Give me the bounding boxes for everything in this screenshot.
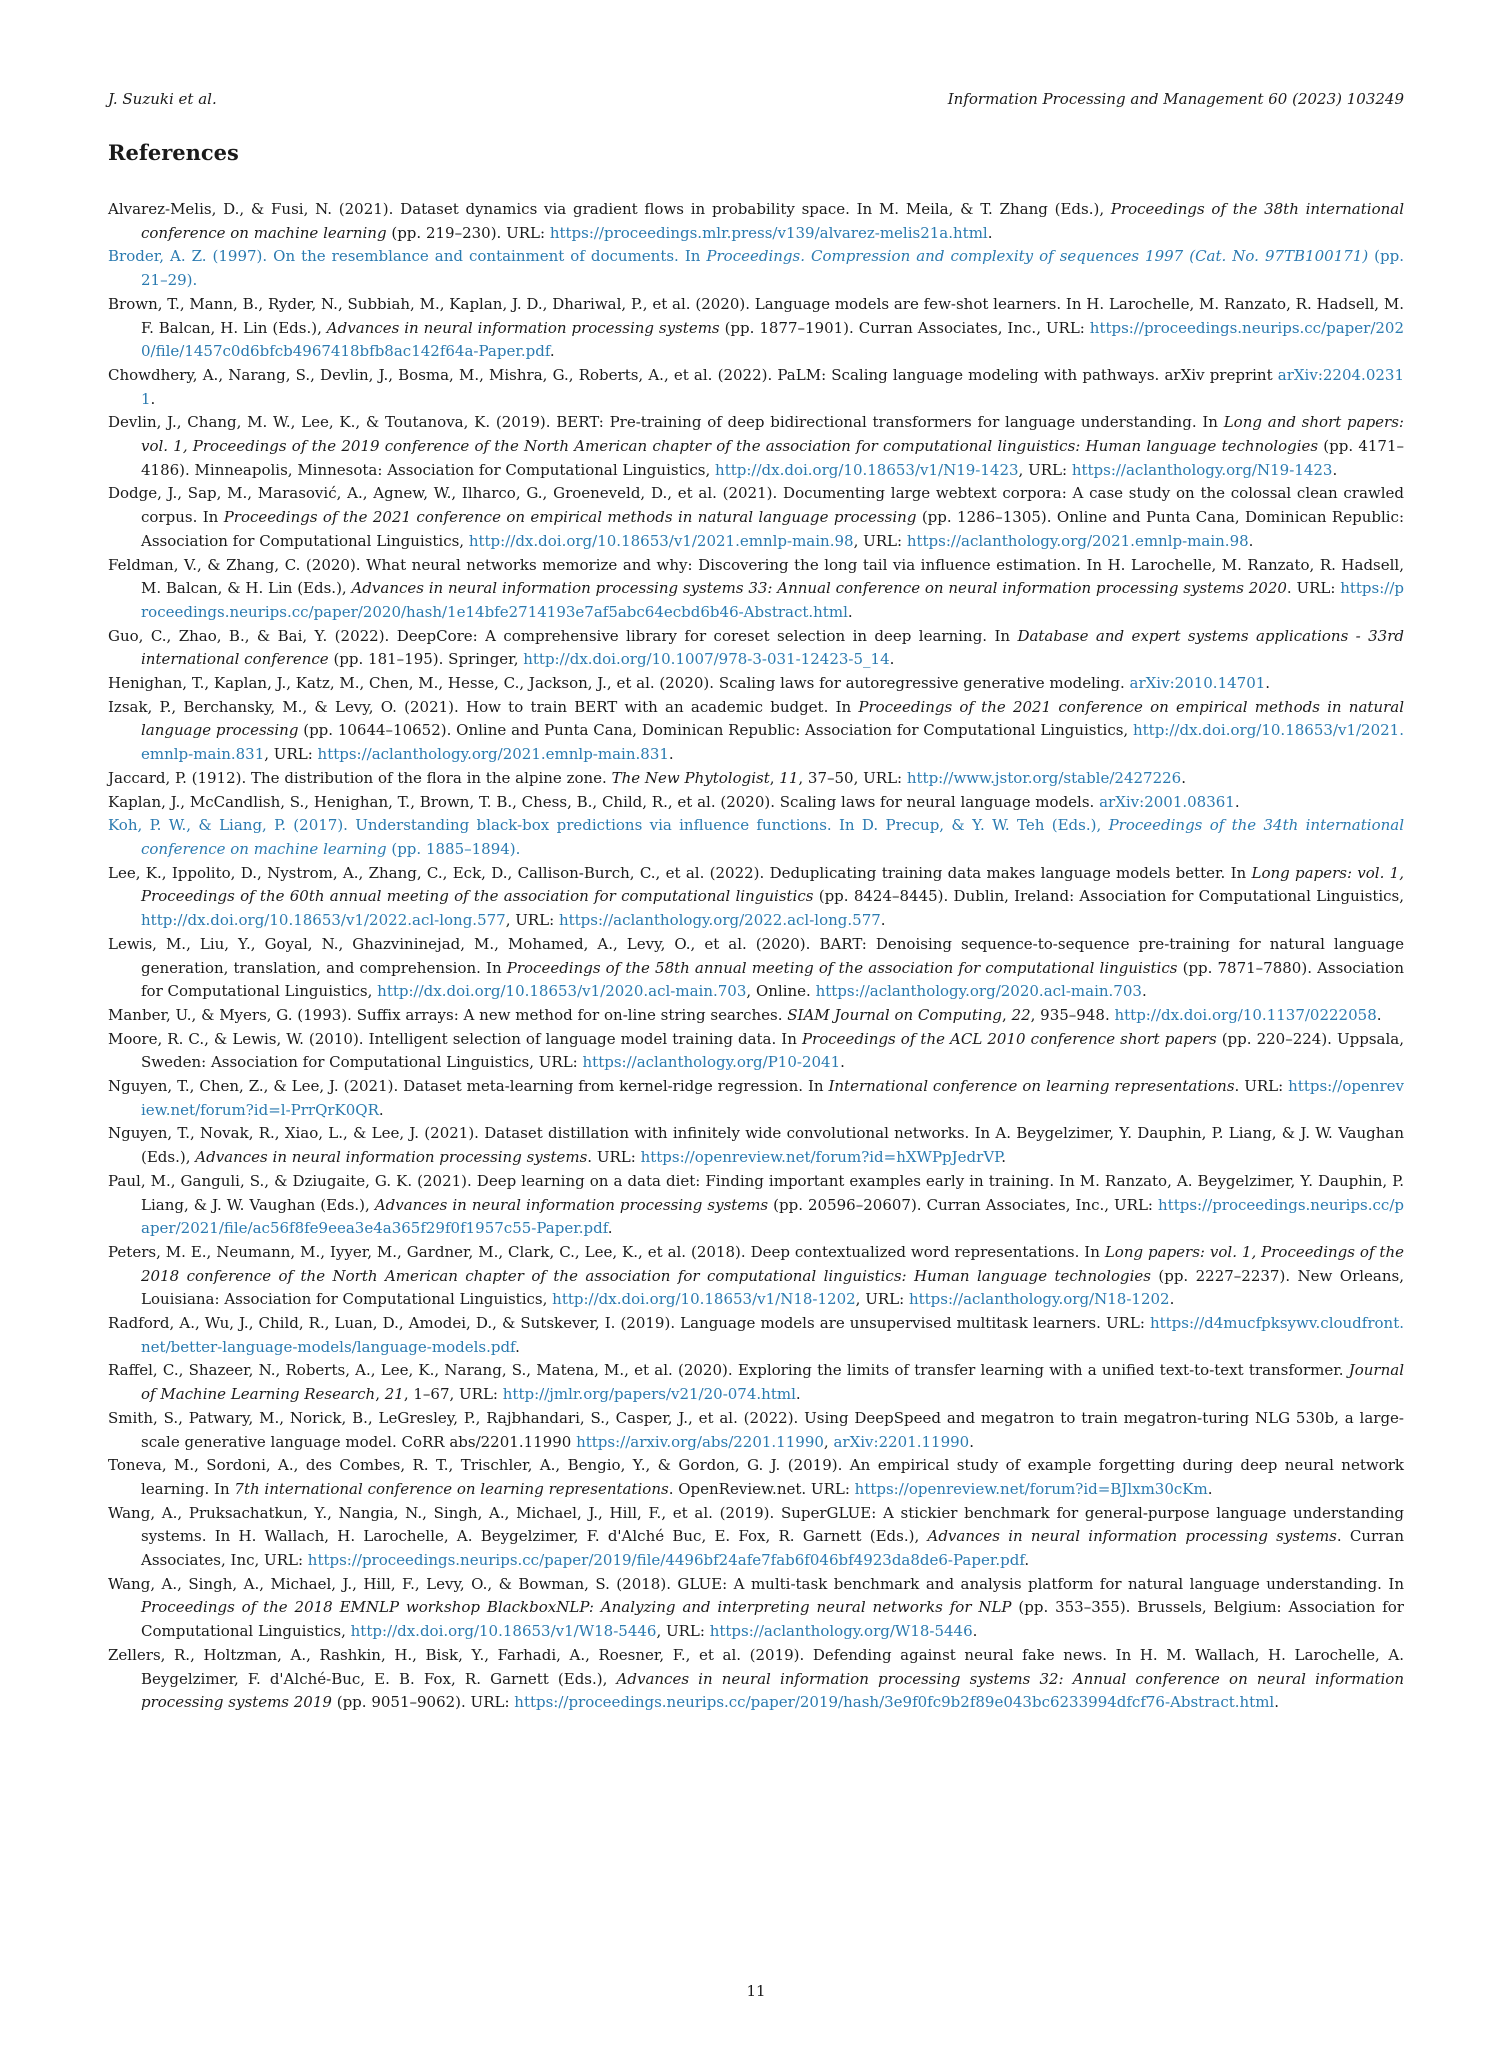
reference-text: (pp. 1885–1894). <box>386 839 521 858</box>
running-header <box>108 90 1404 114</box>
reference-text: Jaccard, P. (1912). The distribution of the flora in the alpine zone. <box>108 768 612 787</box>
reference-entry[interactable] <box>108 814 1404 861</box>
reference-url-link[interactable]: https://openreview.net/forum?id=BJlxm30cKm <box>854 1479 1208 1498</box>
reference-text: (pp. 8424–8445). Dublin, Ireland: Association for Computational Linguistics, <box>813 887 1405 906</box>
reference-text: . <box>847 602 853 621</box>
reference-italic-text: Advances in neural information processing systems <box>927 1527 1337 1546</box>
reference-url-link[interactable]: http://jmlr.org/papers/v21/20-074.html <box>502 1385 796 1404</box>
reference-url-link[interactable]: https://arxiv.org/abs/2201.11990 <box>576 1432 824 1451</box>
reference-italic-text: Advances in neural information processing systems 33: Annual conference on neural information processing systems 2020 <box>351 579 1287 598</box>
reference-entry[interactable] <box>108 245 1404 292</box>
reference-text: Paul, M., Ganguli, S., & Dziugaite, G. K. (2021). Deep learning on a data diet: Finding important examples early in training. In M. Ranzato, A. Beygelzimer, Y. Dauphin, P. Liang, & J. W. Vaughan (Eds.), <box>108 1171 1404 1214</box>
reference-italic-text: Proceedings of the 38th international conference on machine learning <box>141 200 1405 242</box>
reference-text: Wang, A., Singh, A., Michael, J., Hill, F., Levy, O., & Bowman, S. (2018). GLUE: A multi-task benchmark and analysis platform for natural language understanding. In <box>108 1574 1404 1593</box>
reference-entry <box>108 1241 1404 1312</box>
reference-url-link[interactable]: https://aclanthology.org/P10-2041 <box>582 1053 841 1072</box>
reference-text: Toneva, M., Sordoni, A., des Combes, R. T., Trischler, A., Bengio, Y., & Gordon, G. J. (2019). An empirical study of example forgetting during deep neural network learning. In <box>108 1456 1404 1498</box>
reference-italic-text: Long papers: vol. 1, Proceedings of the 60th annual meeting of the association for computational linguistics <box>141 863 1404 906</box>
reference-entry <box>108 554 1404 625</box>
reference-text: (pp. 219–230). URL: <box>386 223 550 242</box>
reference-url-link[interactable]: https://proceedings.neurips.cc/paper/2019/file/4496bf24afe7fab6f046bf4923da8de6-Paper.pdf <box>307 1551 1025 1570</box>
reference-text: Radford, A., Wu, J., Child, R., Luan, D., Amodei, D., & Sutskever, I. (2019). Language models are unsupervised multitask learners. URL: <box>108 1314 1150 1333</box>
reference-text: . URL: <box>1286 579 1341 598</box>
reference-text: . <box>1001 1148 1006 1167</box>
reference-text: (pp. 220–224). Uppsala, Sweden: Association for Computational Linguistics, URL: <box>141 1029 1404 1072</box>
reference-text: (pp. 2227–2237). New Orleans, Louisiana: Association for Computational Linguistics, <box>141 1266 1404 1309</box>
reference-url-link[interactable]: https://aclanthology.org/2021.emnlp-main.831 <box>317 745 669 764</box>
reference-entry <box>108 1454 1404 1501</box>
reference-text: Lewis, M., Liu, Y., Goyal, N., Ghazvininejad, M., Mohamed, A., Levy, O., et al. (2020). BART: Denoising sequence-to-sequence pre-training for natural language generation, translation, and comprehension. In <box>108 934 1404 977</box>
reference-url-link[interactable]: http://dx.doi.org/10.1007/978-3-031-12423-5_14 <box>523 650 890 669</box>
reference-text: . <box>607 1219 613 1238</box>
reference-url-link[interactable]: https://proceedings.neurips.cc/paper/2020/hash/1e14bfe2714193e7af5abc64ecbd6b46-Abstract.html <box>141 579 1404 621</box>
reference-text: , <box>823 1432 834 1451</box>
reference-entry <box>108 1004 1404 1028</box>
reference-text: Dodge, J., Sap, M., Marasović, A., Agnew, W., Ilharco, G., Groeneveld, D., et al. (2021). Documenting large webtext corpora: A case study on the colossal clean crawled corpus. In <box>108 484 1404 527</box>
reference-entry <box>108 672 1404 696</box>
reference-entry <box>108 1644 1404 1715</box>
reference-url-link[interactable]: arXiv:2201.11990 <box>833 1432 970 1451</box>
reference-url-link[interactable]: arXiv:2001.08361 <box>1099 792 1235 811</box>
reference-text: . <box>972 1622 978 1641</box>
reference-italic-text: Advances in neural information processing systems 32: Annual conference on neural information processing systems 2019 <box>141 1669 1404 1712</box>
reference-text: Zellers, R., Holtzman, A., Rashkin, H., Bisk, Y., Farhadi, A., Roesner, F., et al. (2019). Defending against neural fake news. In H. M. Wallach, H. Larochelle, A. Beygelzimer, F. d'Alché-Buc, E. B. Fox, R. Garnett (Eds.), <box>108 1645 1404 1688</box>
reference-italic-text: 22 <box>1011 1005 1031 1024</box>
reference-text: . <box>987 223 993 242</box>
reference-entry <box>108 1075 1404 1122</box>
reference-text: , URL: <box>656 1622 710 1641</box>
reference-entry <box>108 767 1404 791</box>
reference-italic-text: 21 <box>384 1385 404 1404</box>
reference-text: . <box>1024 1551 1030 1570</box>
reference-list <box>108 198 1404 1715</box>
reference-text: Brown, T., Mann, B., Ryder, N., Subbiah, M., Kaplan, J. D., Dhariwal, P., et al. (2020). Language models are few-shot learners. In H. Larochelle, M. Ranzato, R. Hadsell, M. F. Balcan, H. Lin (Eds.), <box>108 294 1404 337</box>
reference-entry <box>108 482 1404 553</box>
reference-text: (pp. 4171–4186). Minneapolis, Minnesota: Association for Computational Linguistics, <box>141 437 1404 479</box>
reference-entry <box>108 1407 1404 1454</box>
reference-italic-text: Advances in neural information processing systems <box>326 318 720 337</box>
reference-text: Moore, R. C., & Lewis, W. (2010). Intelligent selection of language model training data. In <box>108 1029 802 1048</box>
reference-text: Henighan, T., Kaplan, J., Katz, M., Chen, M., Hesse, C., Jackson, J., et al. (2020). Scaling laws for autoregressive generative modeling. <box>108 674 1130 693</box>
reference-url-link[interactable]: arXiv:2010.14701 <box>1129 674 1266 693</box>
reference-text: Izsak, P., Berchansky, M., & Levy, O. (2021). How to train BERT with an academic budget. In <box>108 697 859 716</box>
reference-text: Chowdhery, A., Narang, S., Devlin, J., Bosma, M., Mishra, G., Roberts, A., et al. (2022). PaLM: Scaling language modeling with pathways. arXiv preprint <box>108 365 1278 384</box>
reference-text: Nguyen, T., Chen, Z., & Lee, J. (2021). Dataset meta-learning from kernel-ridge regression. In <box>108 1077 829 1096</box>
reference-text: , <box>1002 1005 1012 1024</box>
reference-text: (pp. 21–29). <box>141 247 1404 290</box>
reference-italic-text: Journal of Machine Learning Research <box>141 1361 1404 1404</box>
reference-text: Manber, U., & Myers, G. (1993). Suffix arrays: A new method for on-line string searches. <box>108 1005 788 1024</box>
reference-url-link[interactable]: http://dx.doi.org/10.18653/v1/2020.acl-main.703 <box>377 982 747 1001</box>
reference-entry <box>108 625 1404 672</box>
reference-text: , 1–67, URL: <box>403 1385 503 1404</box>
reference-entry <box>108 411 1404 482</box>
reference-text: (pp. 10644–10652). Online and Punta Cana, Dominican Republic: Association for Computational Linguistics, <box>298 721 1133 740</box>
reference-italic-text: Advances in neural information processing systems <box>195 1148 588 1167</box>
reference-entry <box>108 791 1404 815</box>
reference-text: . <box>1274 1693 1280 1712</box>
reference-url-link[interactable]: https://aclanthology.org/2020.acl-main.703 <box>815 982 1142 1001</box>
reference-text: , URL: <box>1018 460 1072 479</box>
reference-text: Lee, K., Ippolito, D., Nystrom, A., Zhang, C., Eck, D., Callison-Burch, C., et al. (2022). Deduplicating training data makes language models better. In <box>108 863 1252 882</box>
reference-text: (pp. 9051–9062). URL: <box>331 1693 515 1712</box>
reference-text: , Online. <box>746 982 816 1001</box>
reference-url-link[interactable]: http://dx.doi.org/10.18653/v1/2022.acl-long.577 <box>141 911 506 930</box>
reference-italic-text: Proceedings of the 34th international conference on machine learning <box>141 816 1405 858</box>
reference-url-link[interactable]: http://dx.doi.org/10.1137/0222058 <box>1114 1005 1377 1024</box>
reference-text: , 37–50, URL: <box>798 768 907 787</box>
reference-italic-text: Advances in neural information processing systems <box>374 1195 769 1214</box>
reference-text: . <box>1181 768 1186 787</box>
reference-text: Kaplan, J., McCandlish, S., Henighan, T., Brown, T. B., Chess, B., Child, R., et al. (2020). Scaling laws for neural language models. <box>108 792 1100 811</box>
reference-text: . <box>1207 1479 1213 1498</box>
reference-text: Broder, A. Z. (1997). On the resemblance and containment of documents. In <box>108 247 707 266</box>
reference-text: (pp. 1877–1901). Curran Associates, Inc., URL: <box>719 318 1090 337</box>
reference-url-link[interactable]: https://aclanthology.org/2021.emnlp-main.98 <box>906 531 1249 550</box>
reference-italic-text: Proceedings of the 58th annual meeting of the association for computational linguistics <box>506 958 1178 977</box>
reference-entry <box>108 933 1404 1004</box>
reference-italic-text: 7th international conference on learning representations <box>234 1479 669 1498</box>
reference-url-link[interactable]: http://dx.doi.org/10.18653/v1/W18-5446 <box>350 1622 657 1641</box>
reference-entry <box>108 293 1404 364</box>
running-header-authors: J. Suzuki et al. <box>108 90 217 108</box>
reference-text: . <box>1141 982 1147 1001</box>
reference-italic-text: SIAM Journal on Computing <box>787 1005 1002 1024</box>
reference-italic-text: International conference on learning representations <box>828 1077 1235 1096</box>
reference-text: (pp. 1286–1305). Online and Punta Cana, Dominican Republic: Association for Computational Linguistics, <box>141 508 1405 550</box>
reference-text: , URL: <box>264 745 318 764</box>
reference-text: Koh, P. W., & Liang, P. (2017). Understanding black-box predictions via influence functions. In D. Precup, & Y. W. Teh (Eds.), <box>108 816 1109 835</box>
reference-url-link[interactable]: https://aclanthology.org/N18-1202 <box>908 1290 1170 1309</box>
reference-url-link[interactable]: https://openreview.net/forum?id=l-PrrQrK0QR <box>141 1077 1405 1119</box>
reference-text: , URL: <box>853 531 907 550</box>
reference-entry <box>108 696 1404 767</box>
reference-entry <box>108 1170 1404 1241</box>
reference-entry <box>108 1502 1404 1573</box>
reference-text: (pp. 7871–7880). Association for Computational Linguistics, <box>141 958 1404 1001</box>
reference-entry <box>108 1122 1404 1169</box>
reference-url-link[interactable]: https://proceedings.mlr.press/v139/alvarez-melis21a.html <box>549 223 988 242</box>
reference-entry <box>108 1573 1404 1644</box>
reference-italic-text: Proceedings of the 2018 EMNLP workshop BlackboxNLP: Analyzing and interpreting neural networks for NLP <box>141 1598 1012 1617</box>
reference-text: . Curran Associates, Inc, URL: <box>141 1527 1404 1570</box>
reference-url-link[interactable]: https://aclanthology.org/2022.acl-long.577 <box>558 911 881 930</box>
reference-text: . <box>1265 674 1271 693</box>
reference-url-link[interactable]: https://aclanthology.org/N19-1423 <box>1071 460 1333 479</box>
reference-entry <box>108 198 1404 245</box>
reference-url-link[interactable]: https://proceedings.neurips.cc/paper/2021/file/ac56f8fe9eea3e4a365f29f0f1957c55-Paper.pdf <box>141 1195 1404 1238</box>
reference-text: . <box>889 650 895 669</box>
reference-text: . <box>1332 460 1338 479</box>
reference-text: Nguyen, T., Novak, R., Xiao, L., & Lee, J. (2021). Dataset distillation with infinitely wide convolutional networks. In A. Beygelzimer, Y. Dauphin, P. Liang, & J. W. Vaughan (Eds.), <box>108 1124 1404 1167</box>
reference-text: , URL: <box>505 911 559 930</box>
reference-text: . <box>795 1385 801 1404</box>
reference-text: , URL: <box>855 1290 909 1309</box>
reference-text: Feldman, V., & Zhang, C. (2020). What neural networks memorize and why: Discovering the long tail via influence estimation. In H. Larochelle, M. Ranzato, R. Hadsell, M. Balcan, & H. Lin (Eds.), <box>108 555 1404 598</box>
reference-url-link[interactable]: https://openreview.net/forum?id=hXWPpJedrVP <box>640 1148 1002 1167</box>
reference-text: Alvarez-Melis, D., & Fusi, N. (2021). Dataset dynamics via gradient flows in probability space. In M. Meila, & T. Zhang (Eds.), <box>108 200 1111 218</box>
reference-text: . <box>880 911 886 930</box>
reference-text: (pp. 181–195). Springer, <box>328 650 524 669</box>
reference-entry <box>108 1028 1404 1075</box>
reference-italic-text: 11 <box>779 768 799 787</box>
running-header-journal: Information Processing and Management 60 (2023) 103249 <box>947 90 1404 108</box>
reference-url-link[interactable]: http://dx.doi.org/10.18653/v1/2021.emnlp-main.831 <box>141 721 1404 764</box>
reference-italic-text: Proceedings of the 2021 conference on empirical methods in natural language processing <box>223 508 917 527</box>
reference-text: , <box>375 1385 385 1404</box>
reference-italic-text: Long and short papers: vol. 1, Proceedings of the 2019 conference of the North American chapter of the association for computational linguistics: Human language technologies <box>141 413 1404 456</box>
reference-text: . <box>1234 792 1240 811</box>
reference-entry <box>108 1312 1404 1359</box>
reference-text: . <box>378 1100 384 1119</box>
reference-url-link[interactable]: https://d4mucfpksywv.cloudfront.net/better-language-models/language-models.pdf <box>141 1314 1404 1356</box>
reference-text: . <box>1169 1290 1175 1309</box>
reference-text: Wang, A., Pruksachatkun, Y., Nangia, N., Singh, A., Michael, J., Hill, F., et al. (2019). SuperGLUE: A stickier benchmark for general-purpose language understanding systems. In H. Wallach, H. Larochelle, A. Beygelzimer, F. d'Alché Buc, E. Fox, R. Garnett (Eds.), <box>108 1503 1404 1546</box>
reference-entry <box>108 364 1404 411</box>
reference-url-link[interactable]: arXiv:2204.02311 <box>141 365 1404 408</box>
reference-text: . <box>515 1337 520 1356</box>
reference-text: . <box>840 1053 845 1072</box>
page-number: 11 <box>746 1982 766 2000</box>
reference-url-link[interactable]: https://aclanthology.org/W18-5446 <box>709 1622 973 1641</box>
reference-text: Peters, M. E., Neumann, M., Iyyer, M., Gardner, M., Clark, C., Lee, K., et al. (2018). Deep contextualized word representations. In <box>108 1242 1105 1261</box>
reference-url-link[interactable]: http://www.jstor.org/stable/2427226 <box>906 768 1182 787</box>
reference-text: . <box>150 389 156 408</box>
reference-url-link[interactable]: http://dx.doi.org/10.18653/v1/2021.emnlp-main.98 <box>468 531 854 550</box>
reference-text: , 935–948. <box>1030 1005 1115 1024</box>
reference-text: . <box>549 342 555 361</box>
reference-text: Raffel, C., Shazeer, N., Roberts, A., Lee, K., Narang, S., Matena, M., et al. (2020). Exploring the limits of transfer learning with a unified text-to-text transformer. <box>108 1361 1349 1380</box>
reference-text: . URL: <box>587 1148 641 1167</box>
reference-text: , <box>769 768 780 787</box>
reference-italic-text: The New Phytologist <box>611 768 770 787</box>
reference-text: . <box>1376 1005 1382 1024</box>
reference-text: (pp. 20596–20607). Curran Associates, Inc., URL: <box>768 1195 1159 1214</box>
reference-text: Devlin, J., Chang, M. W., Lee, K., & Toutanova, K. (2019). BERT: Pre-training of deep bidirectional transformers for language understanding. In <box>108 413 1224 432</box>
reference-italic-text: Proceedings of the 2021 conference on empirical methods in natural language processing <box>141 697 1404 740</box>
reference-entry <box>108 862 1404 933</box>
reference-text: . OpenReview.net. URL: <box>668 1479 855 1498</box>
reference-url-link[interactable]: https://proceedings.neurips.cc/paper/2019/hash/3e9f0fc9b2f89e043bc6233994dfcf76-Abstract.html <box>514 1693 1275 1712</box>
reference-italic-text: Proceedings of the ACL 2010 conference short papers <box>801 1029 1217 1048</box>
reference-entry <box>108 1359 1404 1406</box>
section-title: References <box>108 140 239 165</box>
reference-url-link[interactable]: https://proceedings.neurips.cc/paper/2020/file/1457c0d6bfcb4967418bfb8ac142f64a-Paper.pdf <box>141 318 1405 361</box>
reference-text: (pp. 353–355). Brussels, Belgium: Association for Computational Linguistics, <box>141 1598 1404 1641</box>
reference-url-link[interactable]: http://dx.doi.org/10.18653/v1/N19-1423 <box>715 460 1019 479</box>
reference-text: . URL: <box>1234 1077 1289 1096</box>
reference-italic-text: Proceedings. Compression and complexity of sequences 1997 (Cat. No. 97TB100171) <box>706 247 1369 266</box>
reference-text: Guo, C., Zhao, B., & Bai, Y. (2022). DeepCore: A comprehensive library for coreset selection in deep learning. In <box>108 626 1018 645</box>
reference-url-link[interactable]: http://dx.doi.org/10.18653/v1/N18-1202 <box>552 1290 856 1309</box>
reference-text: . <box>969 1432 975 1451</box>
reference-italic-text: Database and expert systems applications - 33rd international conference <box>141 626 1404 669</box>
reference-text: . <box>668 745 674 764</box>
reference-text: . <box>1248 531 1254 550</box>
reference-italic-text: Long papers: vol. 1, Proceedings of the 2018 conference of the North American chapter of the association for computational linguistics: Human language technologies <box>141 1242 1404 1285</box>
reference-text: Smith, S., Patwary, M., Norick, B., LeGresley, P., Rajbhandari, S., Casper, J., et al. (2022). Using DeepSpeed and megatron to train megatron-turing NLG 530b, a large-scale generative language model. CoRR abs/2201.11990 <box>108 1408 1404 1451</box>
